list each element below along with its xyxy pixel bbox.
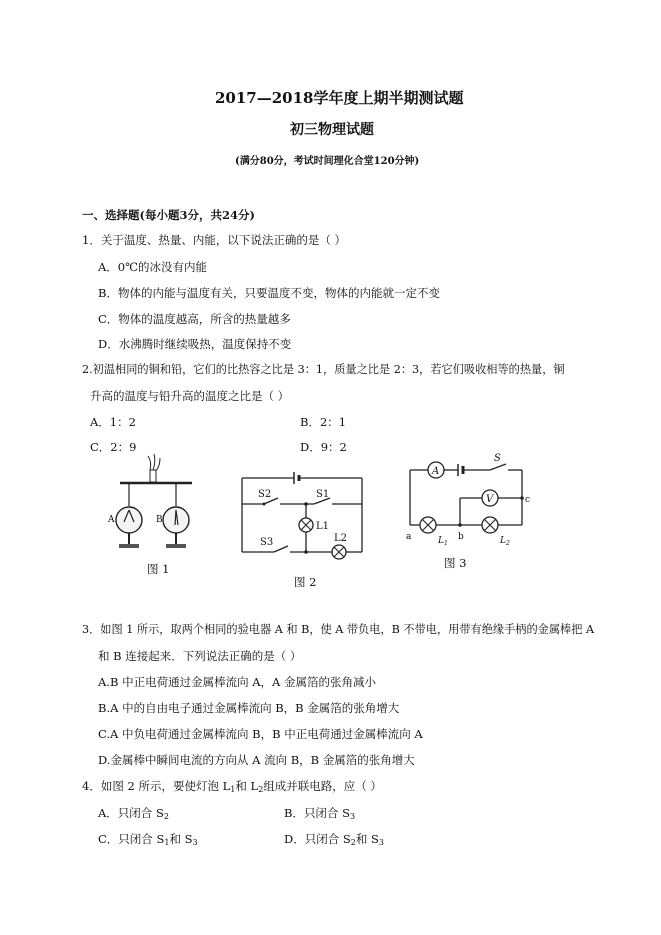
q1-option-a: A．0℃的冰没有内能 [98,260,207,274]
q3-option-d: D.金属棒中瞬间电流的方向从 A 流向 B，B 金属箔的张角增大 [98,753,415,767]
q2-option-d: D．9：2 [300,440,347,454]
fig3-label-l2: $L_2$ [500,536,510,547]
fig2-label-l1: L1 [316,521,330,532]
section-heading: 一、选择题(每小题3分，共24分) [82,208,255,222]
q2-option-c: C．2：9 [90,440,137,454]
fig2-label-l2: L2 [334,533,348,544]
fig2-label-s1: S1 [316,489,330,500]
figure-2-circuit [238,470,366,560]
q2-option-a: A．1：2 [90,415,136,429]
figure-1-electroscopes [100,452,210,562]
q1-stem: 1．关于温度、热量、内能，以下说法正确的是（ ） [82,233,346,247]
fig3-ammeter-label: A [432,466,440,477]
q4-option-d: D．只闭合 $S_2$和 $S_3$ [284,832,384,847]
q2-stem-line1: 2.初温相同的铜和铅，它们的比热容之比是 3：1，质量之比是 2：3，若它们吸收相等的热量，铜 [82,363,565,376]
figure-1-caption: 图 1 [147,562,170,576]
q3-stem-line1: 3．如图 1 所示，取两个相同的验电器 A 和 B，使 A 带负电，B 不带电，用带有绝缘手柄的金属棒把 A [82,623,595,636]
fig1-label-a: A [108,515,115,525]
figure-3-circuit [402,455,530,547]
figure-3-caption: 图 3 [444,556,467,570]
exam-title: 2017—2018学年度上期半期测试题 [215,89,464,107]
q3-option-b: B.A 中的自由电子通过金属棒流向 B，B 金属箔的张角增大 [98,701,400,715]
exam-subtitle: 初三物理试题 [290,122,374,138]
q2-option-b: B．2：1 [300,415,347,429]
q2-stem-line2: 升高的温度与铅升高的温度之比是（ ） [90,389,290,403]
fig2-label-s2: S2 [258,489,272,500]
q1-option-b: B．物体的内能与温度有关，只要温度不变，物体的内能就一定不变 [98,286,440,300]
q1-option-c: C．物体的温度越高，所含的热量越多 [98,312,291,326]
q4-stem: 4．如图 2 所示，要使灯泡 $L_1$和 $L_2$组成并联电路，应（ ） [82,779,382,794]
q3-stem-line2: 和 B 连接起来．下列说法正确的是（ ） [98,649,302,663]
fig1-label-b: B [156,515,163,525]
q4-option-b: B．只闭合 $S_3$ [284,806,356,821]
fig3-label-b: b [458,532,464,542]
q1-option-d: D．水沸腾时继续吸热，温度保持不变 [98,337,292,351]
fig3-switch-label: S [494,453,501,464]
q4-option-c: C．只闭合 $S_1$和 $S_3$ [98,832,198,847]
q3-option-c: C.A 中负电荷通过金属棒流向 B，B 中正电荷通过金属棒流向 A [98,727,423,741]
fig3-label-c: c [525,495,531,505]
fig3-label-a: a [406,532,412,542]
fig3-voltmeter-label: V [486,494,494,505]
fig2-label-s3: S3 [260,537,274,548]
q3-option-a: A.B 中正电荷通过金属棒流向 A，A 金属箔的张角减小 [98,675,376,689]
fig3-label-l1: $L_1$ [438,536,448,547]
q4-option-a: A．只闭合 $S_2$ [98,806,169,821]
figure-2-caption: 图 2 [294,575,317,589]
exam-note: (满分80分，考试时间理化合堂120分钟) [235,156,420,167]
